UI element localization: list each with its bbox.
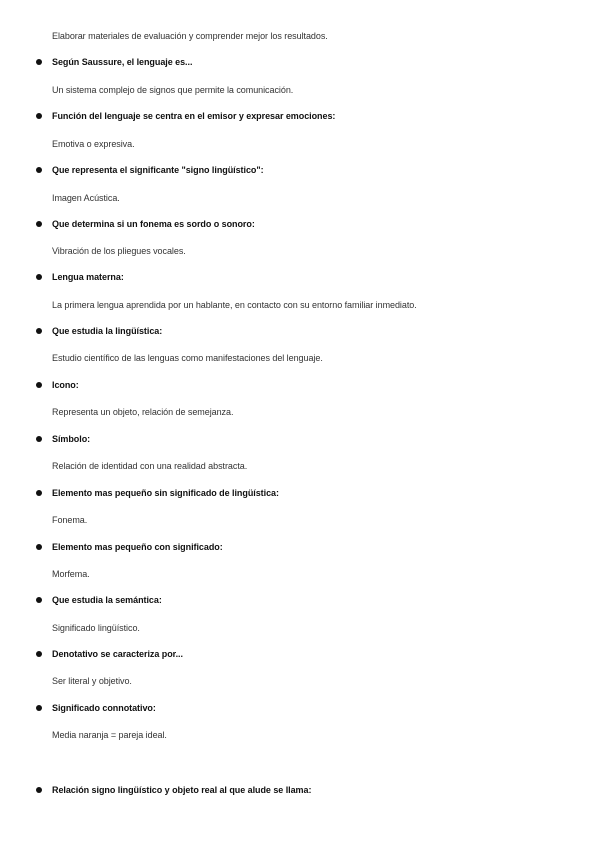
- bullet-icon: [36, 490, 42, 496]
- answer-text: Morfema.: [52, 569, 90, 579]
- question-text: Icono:: [52, 380, 79, 390]
- question-text: Lengua materna:: [52, 272, 124, 282]
- list-item: [0, 56, 600, 70]
- question-text: Símbolo:: [52, 434, 91, 444]
- answer-text: Representa un objeto, relación de semejanza.: [52, 407, 234, 417]
- list-item: [0, 218, 600, 232]
- bullet-icon: [36, 597, 42, 603]
- question-text: Función del lenguaje se centra en el emisor y expresar emociones:: [52, 111, 336, 121]
- question-text: Que determina si un fonema es sordo o sonoro:: [52, 219, 255, 229]
- answer-text: Relación de identidad con una realidad abstracta.: [52, 461, 248, 471]
- answer-text: Imagen Acústica.: [52, 193, 120, 203]
- answer-text: La primera lengua aprendida por un hablante, en contacto con su entorno familiar inmediato.: [52, 300, 417, 310]
- answer-text: Estudio científico de las lenguas como manifestaciones del lenguaje.: [52, 353, 323, 363]
- bullet-icon: [36, 651, 42, 657]
- list-item: [0, 702, 600, 716]
- bullet-icon: [36, 167, 42, 173]
- question-text: Denotativo se caracteriza por...: [52, 649, 183, 659]
- question-text: Según Saussure, el lenguaje es...: [52, 57, 193, 67]
- bullet-icon: [36, 274, 42, 280]
- question-text: Significado connotativo:: [52, 703, 156, 713]
- list-item: [0, 487, 600, 501]
- question-text: Que estudia la lingüística:: [52, 326, 163, 336]
- list-item: [0, 325, 600, 339]
- bullet-icon: [36, 382, 42, 388]
- bullet-icon: [36, 113, 42, 119]
- question-text: Relación signo lingüístico y objeto real al que alude se llama:: [52, 785, 312, 795]
- list-item: [0, 433, 600, 447]
- answer-text: Fonema.: [52, 515, 88, 525]
- intro-text: Elaborar materiales de evaluación y comprender mejor los resultados.: [52, 31, 328, 41]
- answer-text: Media naranja = pareja ideal.: [52, 730, 167, 740]
- bullet-icon: [36, 328, 42, 334]
- list-item: [0, 648, 600, 662]
- question-text: Que representa el significante "signo lingüístico":: [52, 165, 264, 175]
- answer-text: Vibración de los pliegues vocales.: [52, 246, 186, 256]
- answer-text: Emotiva o expresiva.: [52, 139, 135, 149]
- list-item: [0, 164, 600, 178]
- question-text: Que estudia la semántica:: [52, 595, 162, 605]
- list-item: [0, 271, 600, 285]
- bullet-icon: [36, 544, 42, 550]
- answer-text: Un sistema complejo de signos que permite la comunicación.: [52, 85, 294, 95]
- list-item: [0, 379, 600, 393]
- list-item: [0, 541, 600, 555]
- list-item: [0, 110, 600, 124]
- bullet-icon: [36, 221, 42, 227]
- answer-text: Ser literal y objetivo.: [52, 676, 132, 686]
- list-item: [0, 594, 600, 608]
- bullet-icon: [36, 705, 42, 711]
- bullet-icon: [36, 59, 42, 65]
- bullet-icon: [36, 787, 42, 793]
- answer-text: Significado lingüístico.: [52, 623, 140, 633]
- question-text: Elemento mas pequeño con significado:: [52, 542, 223, 552]
- question-text: Elemento mas pequeño sin significado de lingüística:: [52, 488, 279, 498]
- list-item: [0, 784, 600, 798]
- bullet-icon: [36, 436, 42, 442]
